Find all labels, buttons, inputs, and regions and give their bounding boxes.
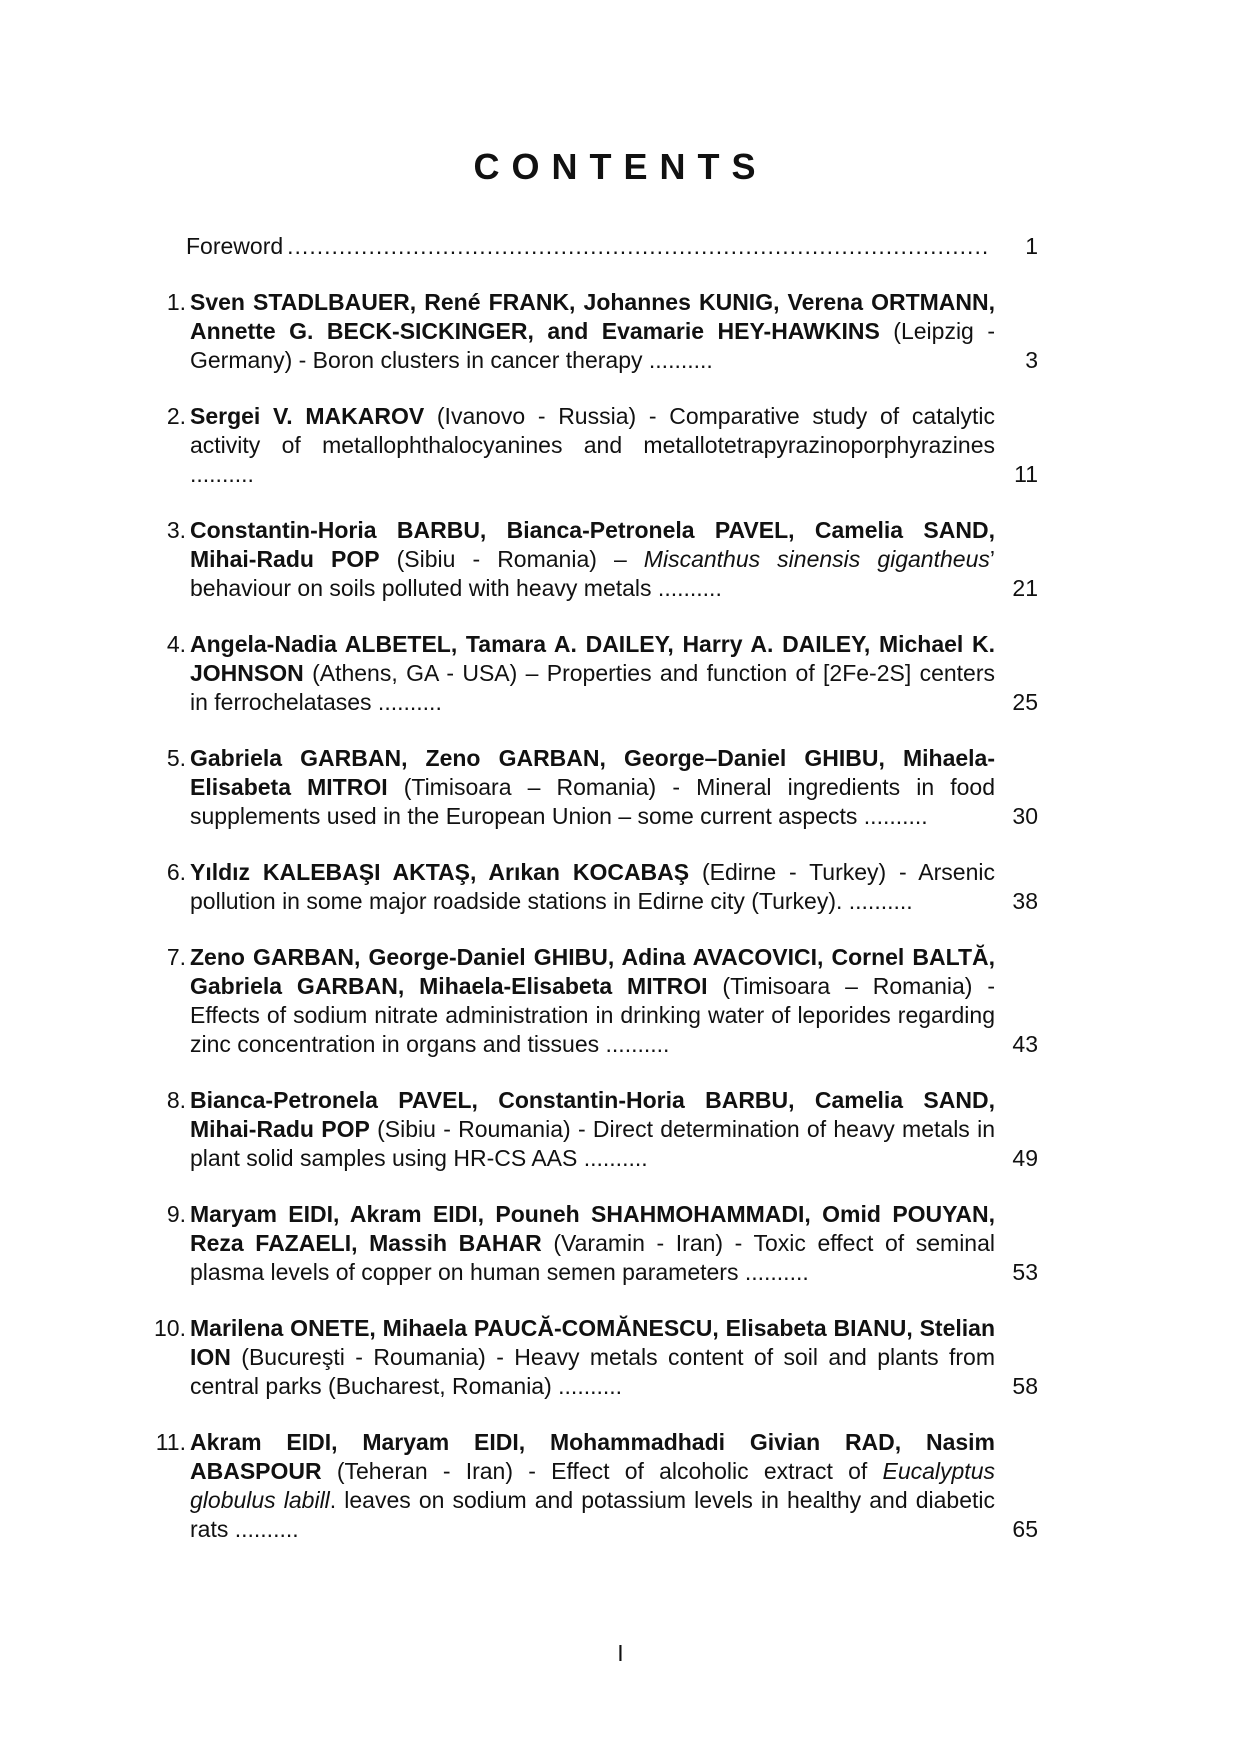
entry-number: 1. — [166, 289, 186, 315]
entry-body — [190, 1428, 995, 1544]
entry-number: 3. — [166, 517, 186, 543]
entry-number: 11. — [155, 1429, 186, 1455]
leader-dots: .......... — [842, 888, 913, 914]
leader-dots: .......... — [190, 461, 254, 487]
page-number: 21 — [1012, 575, 1038, 601]
leader-dots: .......... — [857, 803, 928, 829]
leader-dots: .......... — [551, 1373, 623, 1399]
entry-body — [190, 630, 995, 717]
entry-title: (Leipzig - Germany) - Boron clusters in cancer therapy — [190, 318, 995, 373]
toc-entry[interactable] — [148, 630, 1038, 717]
entry-authors: Sergei V. MAKAROV — [190, 403, 425, 429]
entry-title: (Timisoara – Romania) - Effects of sodium nitrate administration in drinking water of leporides regarding zinc concentration in organs and tissues — [190, 973, 996, 1057]
page-number: 65 — [1012, 1516, 1038, 1542]
toc-entry[interactable] — [148, 1086, 1038, 1173]
leader-dots: .......... — [738, 1259, 809, 1285]
entry-number: 6. — [166, 859, 186, 885]
entry-authors: Gabriela GARBAN, Zeno GARBAN, George–Daniel GHIBU, Mihaela-Elisabeta MITROI — [190, 745, 995, 800]
page-number: 3 — [1025, 347, 1038, 373]
leader-dots: .......... — [642, 347, 713, 373]
entry-authors: Akram EIDI, Maryam EIDI, Mohammadhadi Givian RAD, Nasim ABASPOUR — [190, 1429, 995, 1484]
entry-number: 9. — [166, 1201, 186, 1227]
entry-italic-term: Miscanthus sinensis gigantheus — [643, 546, 990, 572]
entry-title: (Varamin - Iran) - Toxic effect of seminal plasma levels of copper on human semen parameters — [190, 1230, 995, 1285]
entry-authors: Zeno GARBAN, George-Daniel GHIBU, Adina AVACOVICI, Cornel BALTĂ, Gabriela GARBAN, Mihaela-Elisabeta MITROI — [190, 944, 995, 999]
page-number: 11 — [1014, 461, 1038, 487]
foreword-entry[interactable] — [148, 232, 1038, 261]
entry-title: (Timisoara – Romania) - Mineral ingredients in food supplements used in the European Union – some current aspects — [190, 774, 996, 829]
page-number: 30 — [1012, 803, 1038, 829]
entry-authors: Constantin-Horia BARBU, Bianca-Petronela PAVEL, Camelia SAND, Mihai-Radu POP — [190, 517, 995, 572]
toc-entry[interactable] — [148, 516, 1038, 603]
page-number: 53 — [1012, 1259, 1038, 1285]
entry-title-cont: . leaves on sodium and potassium levels in healthy and diabetic rats — [190, 1487, 995, 1542]
entry-body — [190, 744, 995, 831]
entry-number: 2. — [166, 403, 186, 429]
entry-body — [190, 402, 995, 489]
entry-title: (Sibiu - Romania) – — [379, 546, 644, 572]
toc-entry[interactable] — [148, 858, 1038, 916]
entry-body — [190, 516, 995, 603]
page-number: 43 — [1012, 1031, 1038, 1057]
leader-dots: .......... — [599, 1031, 670, 1057]
entry-number: 5. — [166, 745, 186, 771]
entry-title: (Sibiu - Roumania) - Direct determination of heavy metals in plant solid samples using HR-CS AAS — [190, 1116, 995, 1171]
entry-title: (Edirne - Turkey) - Arsenic pollution in some major roadside stations in Edirne city (Turkey). — [190, 859, 995, 914]
entry-title: (Bucureşti - Roumania) - Heavy metals content of soil and plants from central parks (Bucharest, Romania) — [190, 1344, 995, 1399]
entry-title: (Teheran - Iran) - Effect of alcoholic extract of — [321, 1458, 883, 1484]
leader-dots: .......... — [577, 1145, 648, 1171]
entry-italic-term: Eucalyptus globulus labill — [190, 1458, 995, 1513]
toc-entry[interactable] — [148, 402, 1038, 489]
page-number: 1 — [1025, 233, 1038, 259]
entry-title: (Ivanovo - Russia) - Comparative study of catalytic activity of metallophthalocyanines and metallotetrapyrazinoporphyrazines — [190, 403, 995, 458]
page-title: CONTENTS — [473, 146, 768, 187]
page-number: 38 — [1012, 888, 1038, 914]
entry-body — [190, 1314, 995, 1401]
leader-dots: .......... — [228, 1516, 299, 1542]
leader-dots — [287, 232, 987, 261]
entry-authors: Angela-Nadia ALBETEL, Tamara A. DAILEY, Harry A. DAILEY, Michael K. JOHNSON — [190, 631, 995, 686]
toc-entry[interactable] — [148, 288, 1038, 375]
entry-list — [148, 288, 1038, 1544]
toc-entry[interactable] — [148, 1428, 1038, 1544]
entry-authors: Bianca-Petronela PAVEL, Constantin-Horia BARBU, Camelia SAND, Mihai-Radu POP — [190, 1087, 995, 1142]
page-number: 25 — [1012, 689, 1038, 715]
entry-body — [190, 858, 995, 916]
table-of-contents — [148, 232, 1038, 1571]
toc-entry[interactable] — [148, 943, 1038, 1059]
page-number: 49 — [1012, 1145, 1038, 1171]
entry-body — [190, 1200, 995, 1287]
leader-dots: .......... — [371, 689, 442, 715]
entry-number: 4. — [166, 631, 186, 657]
leader-dots: .......... — [651, 575, 722, 601]
page-number: 58 — [1012, 1373, 1038, 1399]
entry-body — [190, 943, 995, 1059]
entry-number: 8. — [166, 1087, 186, 1113]
entry-authors: Maryam EIDI, Akram EIDI, Pouneh SHAHMOHAMMADI, Omid POUYAN, Reza FAZAELI, Massih BAHAR — [190, 1201, 995, 1256]
entry-body — [190, 1086, 995, 1173]
entry-authors: Marilena ONETE, Mihaela PAUCĂ-COMĂNESCU, Elisabeta BIANU, Stelian ION — [190, 1315, 995, 1370]
entry-authors: Yıldız KALEBAŞI AKTAŞ, Arıkan KOCABAŞ — [190, 859, 690, 885]
toc-entry[interactable] — [148, 1200, 1038, 1287]
entry-body — [190, 288, 995, 375]
foreword-label: Foreword — [186, 233, 284, 259]
toc-entry[interactable] — [148, 744, 1038, 831]
folio: I — [617, 1640, 624, 1666]
toc-entry[interactable] — [148, 1314, 1038, 1401]
entry-number: 10. — [154, 1315, 186, 1341]
entry-authors: Sven STADLBAUER, René FRANK, Johannes KUNIG, Verena ORTMANN, Annette G. BECK-SICKINGER, and Evamarie HEY-HAWKINS — [190, 289, 995, 344]
entry-title-cont: ’ behaviour on soils polluted with heavy metals — [190, 546, 995, 601]
entry-number: 7. — [166, 944, 186, 970]
entry-title: (Athens, GA - USA) – Properties and function of [2Fe-2S] centers in ferrochelatases — [190, 660, 995, 715]
